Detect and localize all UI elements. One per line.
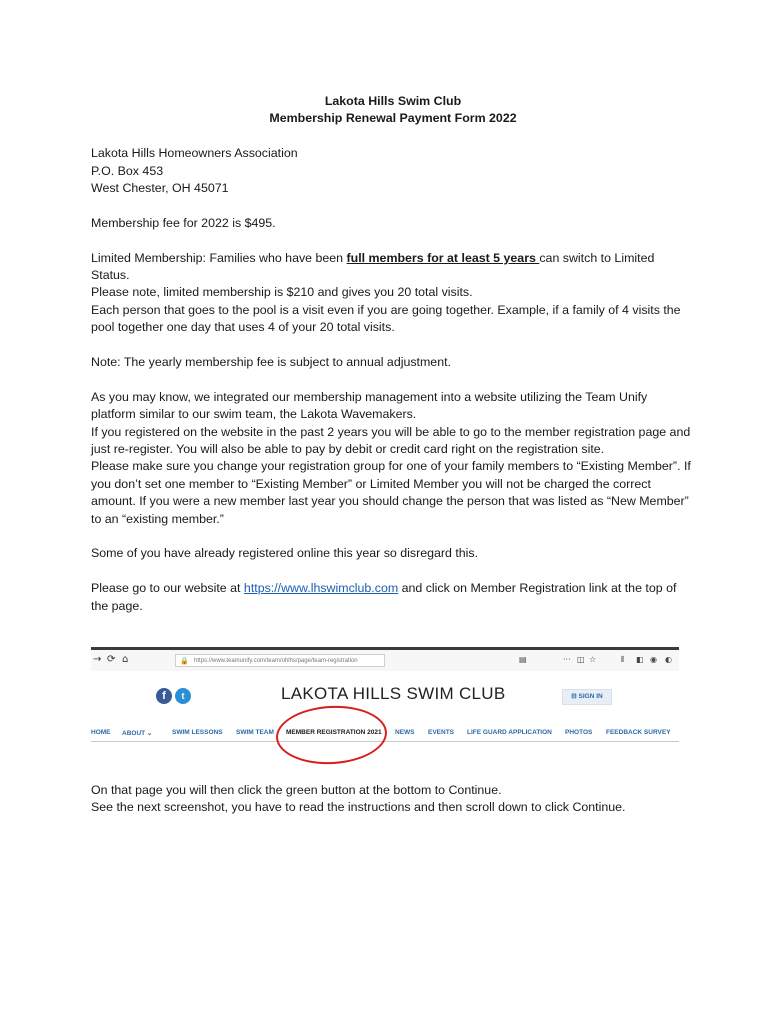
menu-dots-icon: ···	[563, 655, 571, 664]
reload-icon: ⟳	[107, 654, 116, 665]
sign-in-label: SIGN IN	[578, 693, 603, 700]
account-icon: ◉	[650, 655, 657, 664]
menu-item-photos: PHOTOS	[565, 729, 593, 736]
menu-item-events: EVENTS	[428, 729, 455, 736]
menu-item-member-registration: MEMBER REGISTRATION 2021	[286, 729, 382, 736]
adjustment-note: Note: The yearly membership fee is subject to annual adjustment.	[91, 355, 451, 370]
continue-instruction: On that page you will then click the green button at the bottom to Continue.	[91, 783, 502, 797]
document-body-continued	[91, 782, 691, 817]
limited-bold: full members for at least 5 years	[346, 250, 540, 265]
reader-icon: ▤	[519, 655, 527, 664]
lock-icon: 🔒	[180, 658, 189, 665]
document-body	[91, 93, 691, 615]
menu-item-feedback: FEEDBACK SURVEY	[606, 729, 671, 736]
site-title: LAKOTA HILLS SWIM CLUB	[281, 684, 506, 703]
menu-item-news: NEWS	[395, 729, 415, 736]
goto-pre: Please go to our website at	[91, 581, 244, 596]
limited-post: can switch to Limited Status.	[91, 250, 655, 283]
url-bar	[175, 654, 385, 667]
fee-text: Membership fee for 2022 is $495.	[91, 215, 276, 230]
chevron-down-icon: ⌄	[146, 730, 153, 737]
address-line: Lakota Hills Homeowners Association	[91, 146, 298, 161]
website-screenshot	[91, 647, 679, 747]
menu-item-about-label: ABOUT	[122, 730, 146, 737]
existing-member-text: Please make sure you change your registration group for one of your family members to “Existing Member”. If you don’t set one member to “Existing Member” or Limited Member you will not be charged the correct amount. If you were a new member last year you should change the person that was listed as “New Member” to an “existing member.”	[91, 459, 691, 526]
document-title: Lakota Hills Swim Club	[324, 94, 462, 108]
already-registered-text: Some of you have already registered online this year so disregard this.	[91, 546, 479, 561]
facebook-icon: f	[156, 688, 172, 704]
address-line: West Chester, OH 45071	[91, 181, 229, 196]
document-subtitle: Membership Renewal Payment Form 2022	[269, 111, 517, 126]
bookmark-star-icon: ☆	[589, 655, 597, 664]
integration-text: As you may know, we integrated our membership management into a website utilizing the Team Unify platform similar to our swim team, the Lakota Wavemakers.	[91, 389, 648, 422]
limited-membership-text	[91, 250, 691, 285]
menu-item-lifeguard: LIFE GUARD APPLICATION	[467, 729, 552, 736]
website-link[interactable]: https://www.lhswimclub.com	[243, 581, 399, 596]
url-text: https://www.teamunify.com/team/ohlhs/page/team-registration	[194, 658, 358, 664]
menu-item-swim-team: SWIM TEAM	[236, 729, 274, 736]
address-line: P.O. Box 453	[91, 163, 164, 178]
extension-icon: ◐	[665, 655, 672, 664]
sign-in-button	[562, 689, 612, 705]
browser-toolbar	[91, 647, 679, 671]
limited-pre: Limited Membership: Families who have been	[91, 250, 347, 265]
twitter-icon: t	[175, 688, 191, 704]
limited-visit-note: Each person that goes to the pool is a visit even if you are going together. Example, if a family of 4 visits the pool together one day that uses 4 of your 20 total visits.	[91, 302, 681, 335]
limited-note: Please note, limited membership is $210 and gives you 20 total visits.	[91, 285, 473, 300]
sign-in-icon: ⊟	[571, 693, 579, 700]
forward-icon: →	[93, 654, 102, 665]
sidebar-icon: ◧	[636, 655, 644, 664]
highlight-circle	[275, 703, 389, 767]
pocket-icon: ◫	[577, 655, 585, 664]
reregister-text: If you registered on the website in the past 2 years you will be able to go to the member registration page and just re-register. You will also be able to pay by debit or credit card right on the registration site.	[91, 424, 691, 457]
menu-item-swim-lessons: SWIM LESSONS	[172, 729, 223, 736]
menu-item-about	[122, 729, 152, 737]
home-icon: ⌂	[122, 654, 129, 665]
menu-item-home: HOME	[91, 729, 111, 736]
website-instruction	[91, 580, 691, 615]
next-screenshot-instruction: See the next screenshot, you have to read the instructions and then scroll down to click Continue.	[91, 800, 626, 815]
goto-post: and click on Member Registration link at the top of the page.	[91, 581, 677, 613]
library-icon: ⫴	[621, 655, 625, 664]
